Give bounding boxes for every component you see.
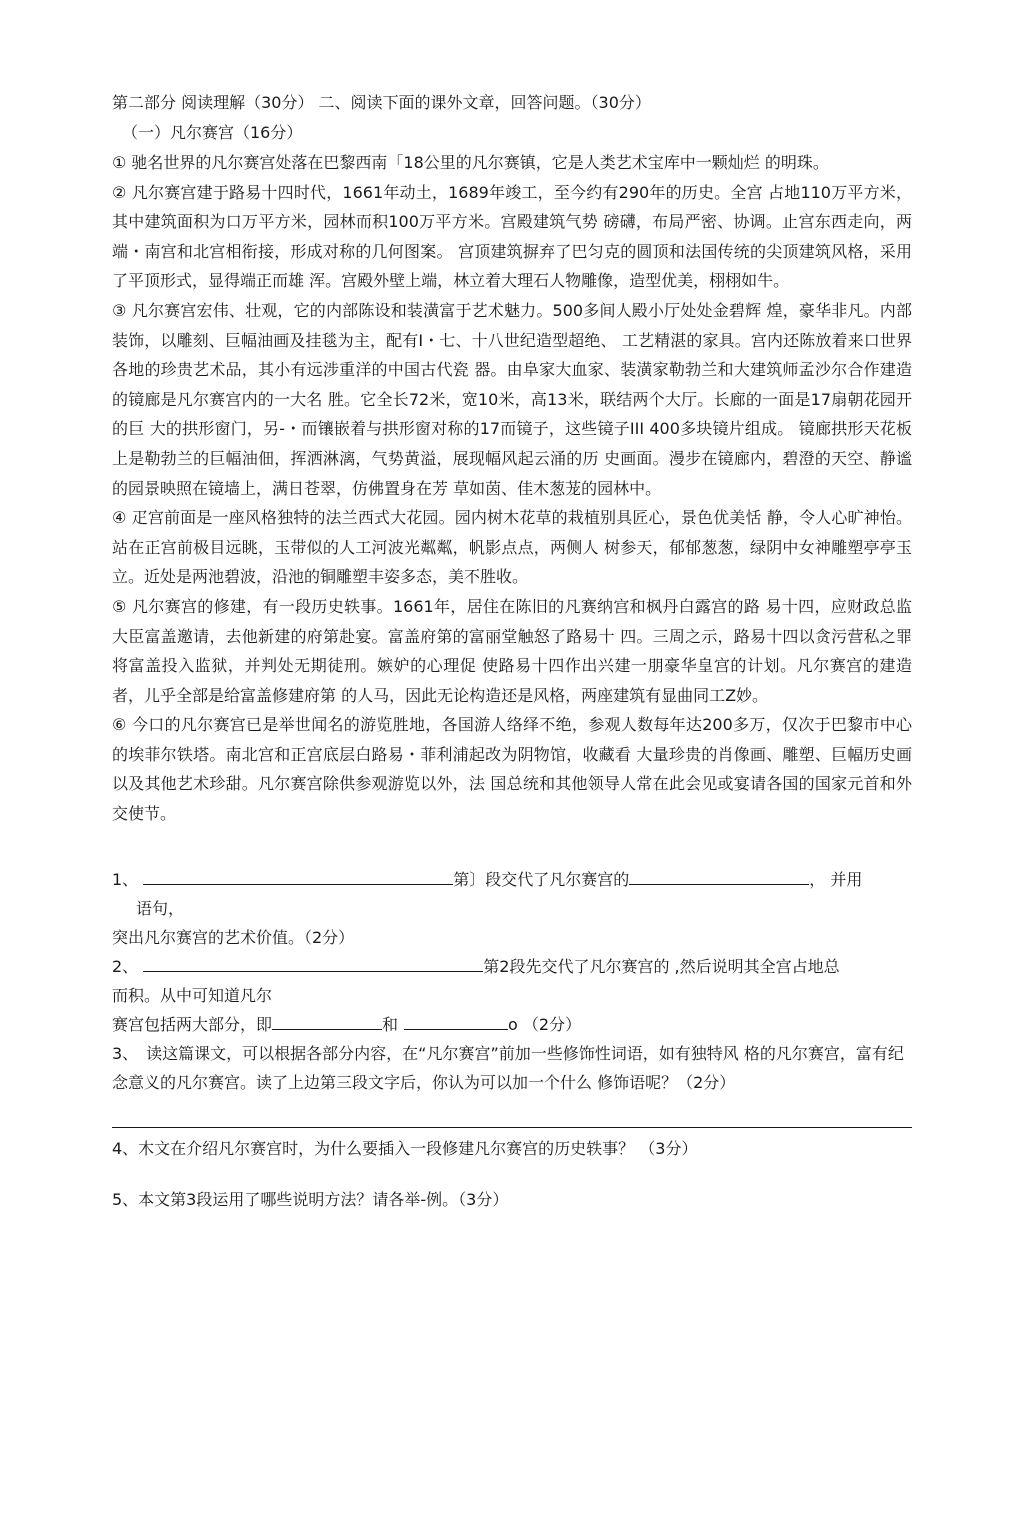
question-1-blank-b[interactable] — [629, 866, 809, 885]
question-2 — [112, 952, 912, 1039]
part-header: 第二部分 阅读理解（30分） 二、阅读下面的课外文章，回答问题。（30分） — [112, 93, 651, 112]
question-4: 4、木文在介绍凡尔赛宫时，为什么要插入一段修建凡尔赛宫的历史轶事？ （3分） — [112, 1138, 698, 1158]
question-2-text-c: o （2分） — [508, 1014, 582, 1034]
paragraph-5: ⑤ 凡尔赛宫的修建，有一段历史轶事。1661年，居住在陈旧的凡赛纳宫和枫丹白露宫的路 易十四，应财政总监大臣富盖邀请，去他新建的府第赴宴。富盖府第的富丽堂触怒了路易十 四。三周之示，路易十四以贪污营私之罪将富盖投入监狱，并判处无期徒刑。嫉妒的心理促 使路易十四作出兴建一朋豪华皇宫的计划。凡尔赛宫的建造者，儿乎全部是给富盖修建府第 的人马，因此无论构造还是风格，两座建筑有显曲同工Z妙。 — [112, 596, 912, 705]
question-2-text-mid: 第2段先交代了凡尔赛宫的 ,然后说明其全宫占地总 — [483, 956, 840, 976]
question-1-text-mid: 第〕段交代了凡尔赛宫的 — [453, 869, 630, 889]
paragraph-6: ⑥ 今口的凡尔赛宫已是举世闻名的游览胜地，各国游人络绎不绝，参观人数每年达200多万，仅次于巴黎市中心的埃菲尔铁塔。南北宫和正宫底层白路易・菲利浦起改为阴物馆，收藏看 大量珍贵的肖像画、雕塑、巨幅历史画以及其他艺术珍甜。凡尔赛宫除供参观游览以外，法 国总统和其他领导人常在此会见或宴请各国的国家元首和外交使节。 — [112, 715, 912, 824]
question-1 — [112, 865, 912, 952]
paragraph-2: ② 凡尔赛宫建于路易十四时代，1661年动土，1689年竣工，至今约有290年的历史。全宫 占地110万平方米，其中建筑面积为口万平方米，园林而积100万平方米。宫殿建筑气势 磅礴，布局严密、协调。止宫东西走向，两端・南宫和北宫相衔接，形成对称的几何图案。 宫顶建筑摒弃了巴匀克的圆顶和法国传统的尖顶建筑风格，采用了平顶形式，显得端正而雄 浑。宫殿外壁上端，林立着大理石人物雕像，造型优美，栩栩如牛。 — [112, 182, 912, 291]
question-2-blank-a[interactable] — [143, 953, 483, 972]
article-body — [112, 148, 912, 829]
answer-line[interactable] — [112, 1127, 912, 1128]
question-1-line-3: 突出凡尔赛宫的艺术价值。（2分） — [112, 927, 355, 947]
worksheet-page — [112, 88, 912, 1214]
questions-section — [112, 865, 912, 1214]
question-2-blank-c[interactable] — [404, 1011, 508, 1030]
question-1-text-end: ， 并用 — [809, 869, 863, 889]
section-title: （一）凡尔赛宫（16分） — [122, 123, 303, 142]
question-2-blank-b[interactable] — [272, 1011, 382, 1030]
question-2-number: 2、 — [112, 956, 139, 976]
question-5: 5、本文第3段运用了哪些说明方法？请各举-例。（3分） — [112, 1189, 509, 1209]
question-3: 3、 读这篇课文，可以根据各部分内容，在“凡尔赛宫”前加一些修饰性词语，如有独特风 格的凡尔赛宫，富有纪念意义的凡尔赛宫。读了上边第三段文字后，你认为可以加一个什么 修饰语呢？（2分） — [112, 1043, 904, 1092]
question-2-text-a: 赛宫包括两大部分，即 — [112, 1014, 273, 1034]
question-1-line-2: 语句， — [136, 898, 185, 918]
question-2-text-b: 和 — [382, 1014, 399, 1034]
paragraph-1: ① 驰名世界的凡尔赛宫处落在巴黎西南「18公里的凡尔赛镇，它是人类艺术宝库中一颗灿烂 的明珠。 — [112, 153, 829, 172]
paragraph-4: ④ 疋宫前面是一座风格独特的法兰西式大花园。园内树木花草的栽植别具匠心，景色优美恬 静，令人心旷神怡。站在正宫前极目远眺，玉带似的人工河波光粼粼，帆影点点，两侧人 树参天，郁郁葱葱，绿阴中女神雕塑亭亭玉立。近处是两池碧波，沿池的铜雕塑丰姿多态，美不胜收。 — [112, 508, 912, 587]
question-1-number: 1、 — [112, 869, 139, 889]
paragraph-3: ③ 凡尔赛宫宏伟、壮观，它的内部陈设和装潢富于艺术魅力。500多间人殿小厅处处金碧辉 煌，豪华非凡。内部装饰，以雕刻、巨幅油画及挂毯为主，配有I・七、十八世纪造型超绝、 工艺精湛的家具。宫内还陈放着来口世界各地的珍贵艺术品，其小有远涉重洋的中国古代瓷 器。由阜家大血家、装潢家勒勃兰和大建筑师孟沙尔合作建造的镜廊是凡尔赛宫内的一大名 胜。它全长72米，宽10米，高13米，联结两个大厅。长廊的一面是17扇朝花园开的巨 大的拱形窗门，另-・而镶嵌着与拱形窗对称的17而镜子，这些镜子III 400多块镜片组成。 镜廊拱形天花板上是勒勃兰的巨幅油佃，挥洒淋漓，气势黄溢，展现幅风起云涌的历 史画面。漫步在镜廊内，碧澄的天空、静谧的园景映照在镜墙上，满日苍翠，仿佛置身在芳 草如茵、佳木葱茏的园林中。 — [112, 300, 912, 498]
question-1-blank-a[interactable] — [143, 866, 453, 885]
question-2-line-2: 而积。从中可知道凡尔 — [112, 985, 273, 1005]
